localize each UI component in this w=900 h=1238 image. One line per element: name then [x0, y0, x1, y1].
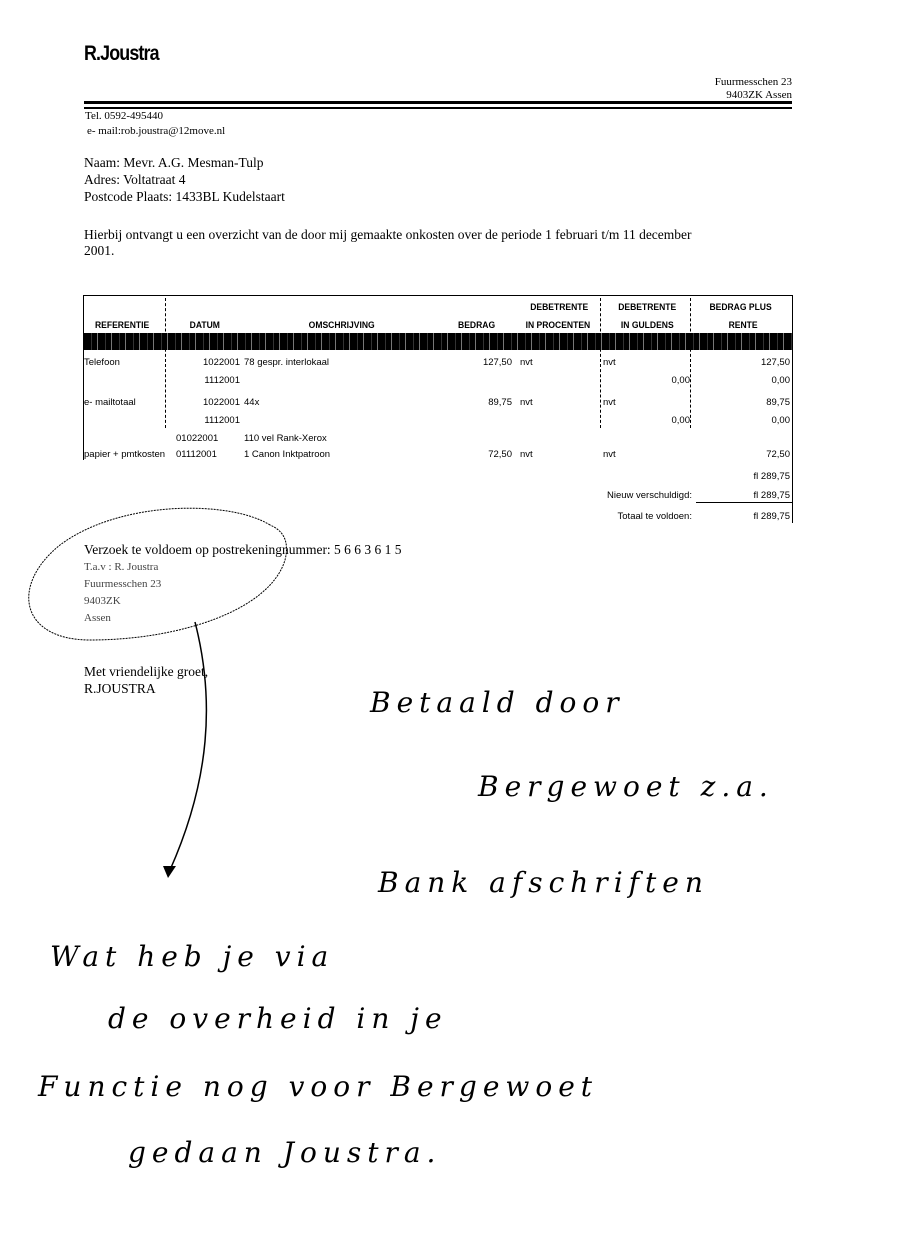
- payment-street: Fuurmesschen 23: [84, 578, 162, 590]
- cell-datum: 01022001: [176, 433, 219, 444]
- handwritten-note: Bergewoet z.a.: [478, 770, 774, 803]
- cell-datum: 1112001: [204, 375, 240, 386]
- payment-zip: 9403ZK: [84, 595, 121, 607]
- payment-city: Assen: [84, 612, 111, 624]
- cell-datum: 1112001: [204, 415, 240, 426]
- closing-signature: R.JOUSTRA: [84, 681, 156, 696]
- cell-guld: nvt: [603, 357, 616, 368]
- header-bedrag-plus-rente: BEDRAG PLUS: [709, 302, 772, 313]
- total-label: Totaal te voldoen:: [617, 511, 692, 522]
- handwritten-note: gedaan Joustra.: [128, 1136, 442, 1169]
- cell-omschr: 1 Canon Inktpatroon: [244, 449, 331, 460]
- letterhead-city: 9403ZK Assen: [726, 89, 792, 101]
- intro-text: 2001.: [84, 243, 115, 258]
- letterhead-phone: Tel. 0592-495440: [85, 110, 164, 122]
- cell-ref: papier + pmtkosten: [84, 449, 166, 460]
- recipient-address: Adres: Voltatraat 4: [84, 172, 186, 187]
- header-bedrag: BEDRAG: [458, 320, 496, 331]
- cell-proc: nvt: [520, 449, 533, 460]
- cell-guld: nvt: [603, 449, 616, 460]
- cell-omschr: 110 vel Rank-Xerox: [244, 433, 327, 444]
- cell-proc: nvt: [520, 397, 533, 408]
- cell-bedrag: 89,75: [488, 397, 512, 408]
- header-datum: DATUM: [189, 320, 220, 331]
- letterhead-street: Fuurmesschen 23: [714, 76, 792, 88]
- cell-omschr: 44x: [244, 397, 260, 408]
- cell-bedrag: 127,50: [482, 357, 512, 368]
- payment-request: Verzoek te voldoem op postrekeningnummer: 5 6 6 3 6 1 5: [84, 542, 402, 557]
- cell-datum: 1022001: [203, 397, 240, 408]
- cell-plus: 0,00: [771, 415, 790, 426]
- cell-datum: 01112001: [176, 449, 217, 460]
- arrow-head-icon: [163, 866, 176, 878]
- header-omschrijving: OMSCHRIJVING: [308, 320, 375, 331]
- handwritten-note: Functie nog voor Bergewoet: [38, 1070, 599, 1103]
- cell-proc: nvt: [520, 357, 533, 368]
- intro-text: Hierbij ontvangt u een overzicht van de door mij gemaakte onkosten over de periode 1 februari t/m 11 december: [84, 227, 692, 242]
- subtotal-value: fl 289,75: [753, 471, 790, 482]
- cell-omschr: 78 gespr. interlokaal: [244, 357, 330, 368]
- payment-attn: T.a.v : R. Joustra: [84, 561, 159, 573]
- handwritten-note: de overheid in je: [108, 1002, 448, 1035]
- cell-guld: 0,00: [671, 375, 690, 386]
- header-debetrente-procenten: IN PROCENTEN: [525, 320, 591, 331]
- recipient-name: Naam: Mevr. A.G. Mesman-Tulp: [84, 155, 264, 170]
- header-referentie: REFERENTIE: [95, 320, 150, 331]
- handwritten-note: Betaald door: [370, 686, 625, 719]
- cell-plus: 0,00: [771, 375, 790, 386]
- handwritten-note: Bank afschriften: [378, 866, 709, 899]
- header-debetrente-guldens: DEBETRENTE: [618, 302, 677, 313]
- handwritten-circle: [29, 508, 287, 640]
- cell-ref: Telefoon: [84, 357, 120, 368]
- header-debetrente-guldens: IN GULDENS: [620, 320, 674, 331]
- header-bedrag-plus-rente: RENTE: [728, 320, 758, 331]
- recipient-postcode: Postcode Plaats: 1433BL Kudelstaart: [84, 189, 285, 204]
- letterhead-logo: R.Joustra: [84, 42, 159, 65]
- cell-datum: 1022001: [203, 357, 240, 368]
- cell-ref: e- mailtotaal: [84, 397, 136, 408]
- cell-plus: 72,50: [766, 449, 790, 460]
- cell-guld: 0,00: [671, 415, 690, 426]
- letterhead-email: e- mail:rob.joustra@12move.nl: [87, 125, 226, 137]
- cell-guld: nvt: [603, 397, 616, 408]
- header-debetrente-procenten: DEBETRENTE: [530, 302, 589, 313]
- cell-bedrag: 72,50: [488, 449, 512, 460]
- handwritten-note: Wat heb je via: [50, 940, 335, 973]
- new-debt-label: Nieuw verschuldigd:: [606, 490, 692, 501]
- total-value: fl 289,75: [753, 511, 790, 522]
- cell-plus: 89,75: [766, 397, 790, 408]
- closing-greeting: Met vriendelijke groet,: [84, 664, 209, 679]
- new-debt-value: fl 289,75: [753, 490, 790, 501]
- handwritten-arrow: [170, 622, 206, 870]
- cell-plus: 127,50: [760, 357, 790, 368]
